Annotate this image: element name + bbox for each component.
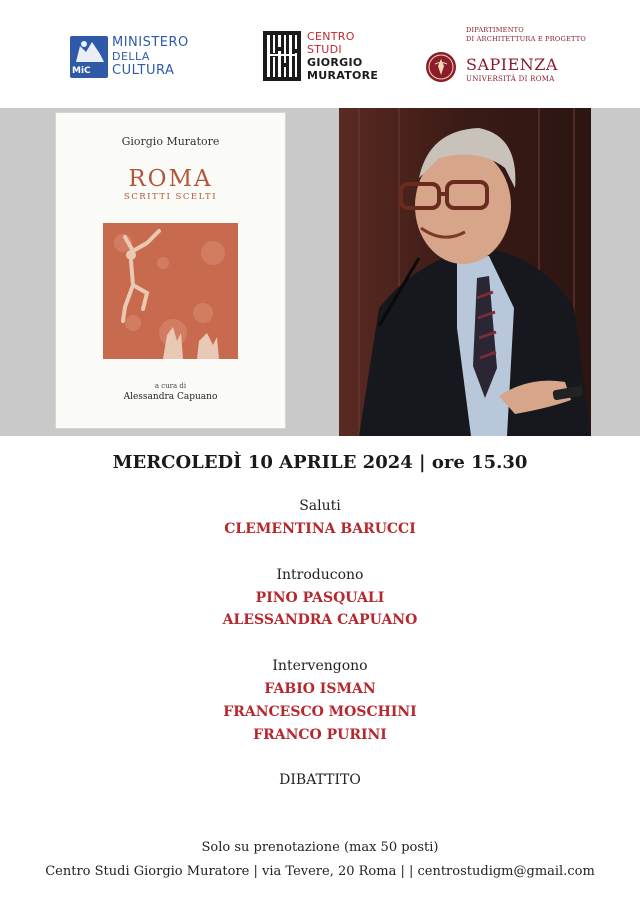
centro-studi-logo — [263, 31, 393, 83]
event-datetime: MERCOLEDÌ 10 APRILE 2024 | ore 15.30 — [112, 452, 528, 473]
speaker-name: CLEMENTINA BARUCCI — [224, 521, 416, 537]
sapienza-seal-icon — [426, 52, 456, 82]
booking-note: Solo su prenotazione (max 50 posti) — [201, 840, 439, 855]
csgm-logo-icon — [263, 31, 301, 81]
sapienza-subtitle: UNIVERSITÀ DI ROMA — [466, 75, 555, 83]
speaker-name: FRANCO PURINI — [253, 727, 387, 743]
sapienza-name: SAPIENZA — [466, 55, 558, 74]
speaker-name: FRANCESCO MOSCHINI — [223, 704, 417, 720]
venue-contact: Centro Studi Giorgio Muratore | via Tevere, 20 Roma | | centrostudigm@gmail.com — [45, 864, 595, 879]
book-subtitle: SCRITTI SCELTI — [123, 192, 218, 202]
book-editor: Alessandra Capuano — [123, 392, 218, 402]
sapienza-dept-line-1: DIPARTIMENTO — [466, 26, 524, 34]
speaker-name: FABIO ISMAN — [264, 681, 376, 697]
csgm-line-3: GIORGIO — [307, 56, 363, 69]
section-role-introducono: Introducono — [276, 567, 364, 583]
mic-line-2: DELLA — [112, 50, 150, 63]
book-curated-by: a cura di — [154, 382, 187, 390]
csgm-line-2: STUDI — [307, 43, 342, 56]
header-logos — [0, 0, 640, 108]
speaker-name: PINO PASQUALI — [255, 590, 385, 606]
ministero-cultura-logo — [70, 36, 200, 80]
book-author: Giorgio Muratore — [121, 135, 220, 148]
csgm-line-4: MURATORE — [307, 69, 379, 82]
sapienza-logo — [426, 26, 586, 86]
mic-line-3: CULTURA — [112, 63, 175, 78]
mic-logo-icon — [70, 36, 108, 78]
speaker-photo — [339, 108, 591, 436]
section-role-intervengono: Intervengono — [272, 658, 368, 674]
csgm-line-1: CENTRO — [307, 30, 355, 43]
book-title: ROMA — [128, 166, 213, 192]
closing-dibattito: DIBATTITO — [279, 772, 361, 788]
book-cover — [56, 113, 285, 428]
mic-badge-text: MiC — [72, 66, 91, 76]
mic-line-1: MINISTERO — [112, 35, 189, 50]
section-role-saluti: Saluti — [299, 498, 341, 514]
book-cover-artwork — [103, 223, 238, 359]
speaker-name: ALESSANDRA CAPUANO — [222, 612, 418, 628]
sapienza-dept-line-2: DI ARCHITETTURA E PROGETTO — [466, 35, 586, 43]
